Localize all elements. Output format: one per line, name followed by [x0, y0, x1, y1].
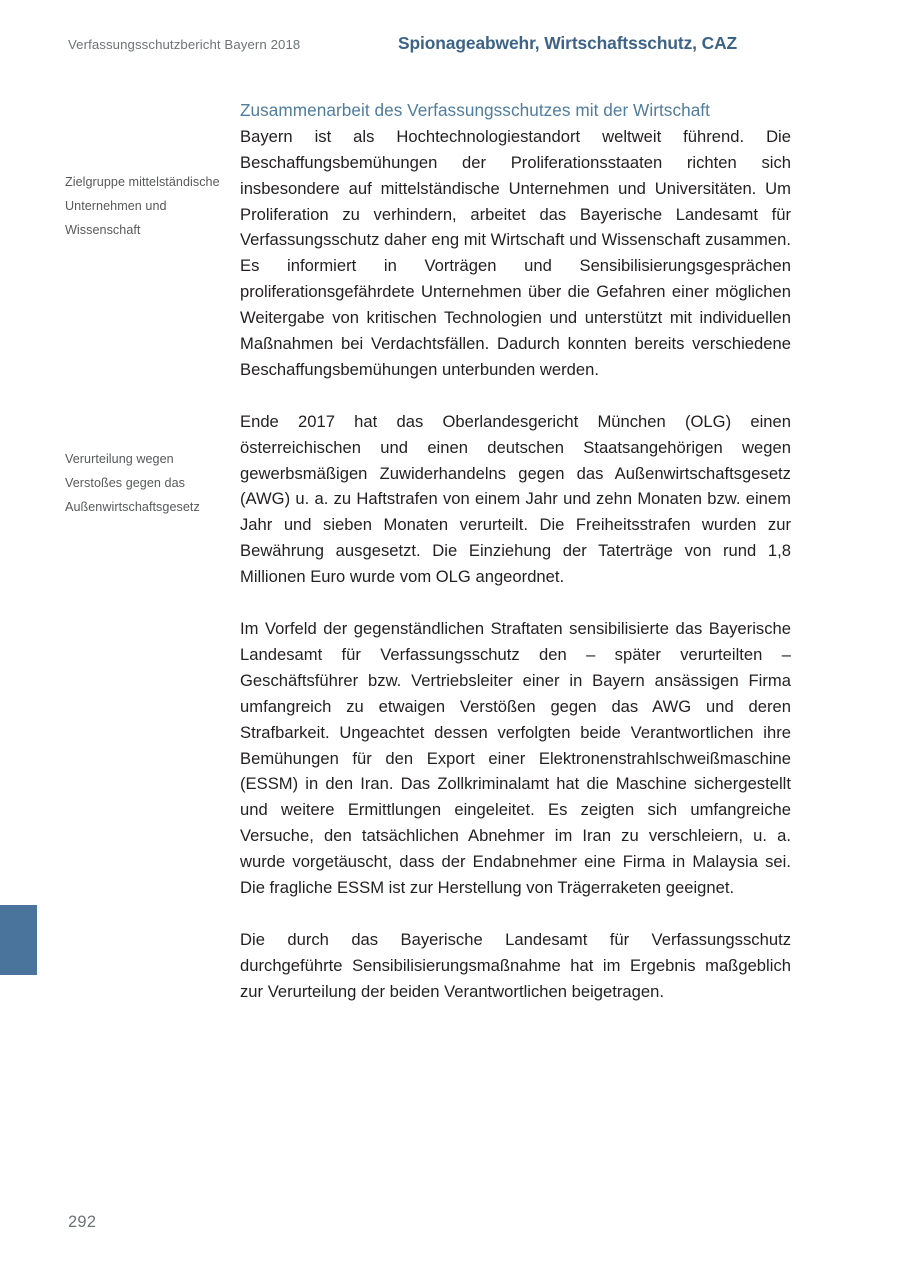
running-header: [68, 33, 830, 61]
body-paragraph-4: Die durch das Bayerische Landesamt für Verfassungsschutz durchgeführte Sensibilisierungsmaßnahme hat im Ergebnis maßgeblich zur Verurteilung der beiden Verantwortlichen beigetragen.: [240, 929, 791, 1001]
margin-note-conviction: Verurteilung wegen Verstoßes gegen das Außenwirtschaftsgesetz: [65, 452, 200, 515]
header-report-title: Verfassungsschutzbericht Bayern 2018: [68, 37, 301, 52]
page-number: 292: [68, 1213, 97, 1231]
body-paragraph-1: Bayern ist als Hochtechnologiestandort weltweit führend. Die Beschaffungsbemühungen der Proliferationsstaaten richten sich insbesondere auf mittelständische Unternehmen und Universitäten. Um Proliferation zu verhindern, arbeitet das Bayerische Landesamt für Verfassungsschutz daher eng mit Wirtschaft und Wissenschaft zusammen. Es informiert in Vorträgen und Sensibilisierungsgesprächen proliferationsgefährdete Unternehmen über die Gefahren einer möglichen Weitergabe von kritischen Technologien und unterstützt mit individuellen Maßnahmen bei Verdachtsfällen. Dadurch konnten bereits verschiedene Beschaffungsbemühungen unterbunden werden.: [240, 126, 791, 379]
section-heading: Zusammenarbeit des Verfassungsschutzes mit der Wirtschaft: [240, 100, 710, 120]
header-chapter-title: Spionageabwehr, Wirtschaftsschutz, CAZ: [398, 33, 738, 53]
main-text-column: [240, 98, 791, 1005]
body-paragraph-2: Ende 2017 hat das Oberlandesgericht München (OLG) einen österreichischen und einen deutschen Staatsangehörigen wegen gewerbsmäßigen Zuwiderhandelns gegen das Außenwirtschaftsgesetz (AWG) u. a. zu Haftstrafen von einem Jahr und zehn Monaten bzw. einem Jahr und sieben Monaten verurteilt. Die Freiheitsstrafen wurden zur Bewährung ausgesetzt. Die Einziehung der Taterträge von rund 1,8 Millionen Euro wurde vom OLG angeordnet.: [240, 411, 791, 587]
margin-note-target-group: Zielgruppe mittelständische Unternehmen und Wissenschaft: [65, 175, 220, 238]
chapter-tab-marker: [0, 905, 37, 975]
body-paragraph-3: Im Vorfeld der gegenständlichen Straftaten sensibilisierte das Bayerische Landesamt für Verfassungsschutz den – später verurteilten – Geschäftsführer bzw. Vertriebsleiter einer in Bayern ansässigen Firma umfangreich zu etwaigen Verstößen gegen das AWG und deren Strafbarkeit. Ungeachtet dessen verfolgten beide Verantwortlichen ihre Bemühungen für den Export einer Elektronenstrahlschweißmaschine (ESSM) in den Iran. Das Zollkriminalamt hat die Maschine sichergestellt und weitere Ermittlungen eingeleitet. Es zeigten sich umfangreiche Versuche, den tatsächlichen Abnehmer im Iran zu verschleiern, u. a. wurde vorgetäuscht, dass der Endabnehmer eine Firma in Malaysia sei. Die fragliche ESSM ist zur Herstellung von Trägerraketen geeignet.: [240, 618, 791, 898]
